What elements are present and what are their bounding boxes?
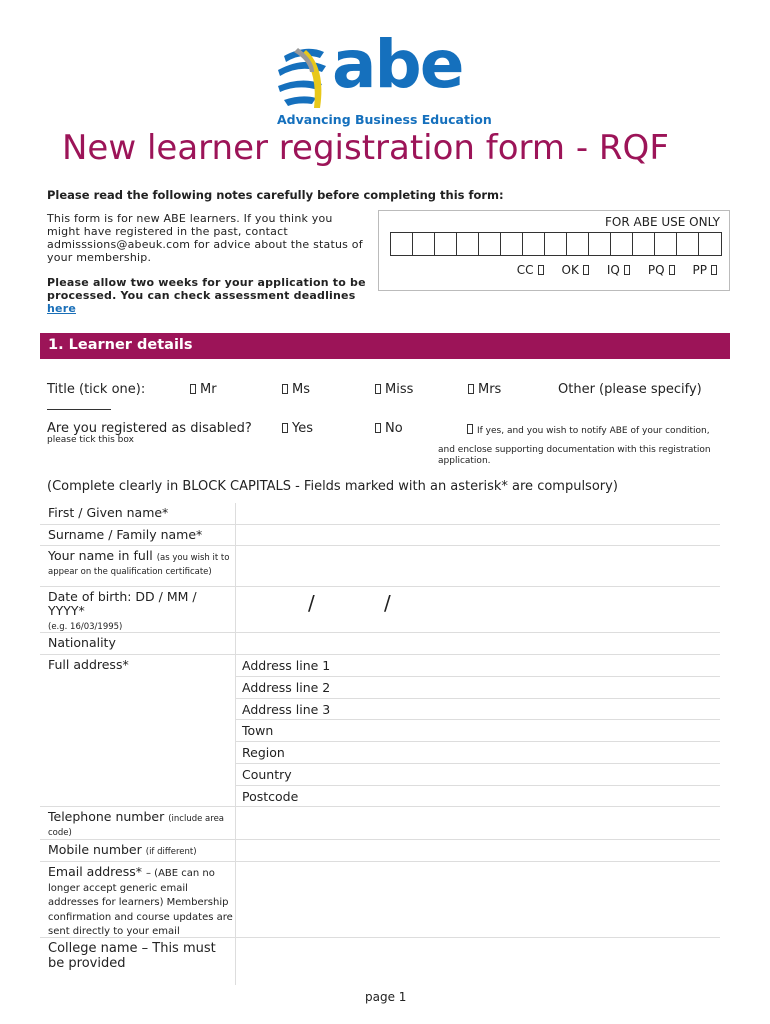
row-full-name[interactable]: Your name in full (as you wish it to appear on the qualification certificate) — [40, 546, 720, 587]
row-email[interactable]: Email address* – (ABE can no longer accept generic email addresses for learners) Membership confirmation and course updates are sent directly to your email — [40, 862, 720, 938]
disabled-notify-checkbox[interactable]: If yes, and you wish to notify ABE of your condition, — [463, 424, 710, 436]
address-postcode[interactable]: Postcode — [242, 789, 299, 804]
row-telephone[interactable]: Telephone number (include area code) — [40, 807, 720, 840]
notes-deadline: Please allow two weeks for your application to be processed. You can check assessment deadlines here — [47, 276, 366, 315]
page-number: page 1 — [365, 990, 407, 1004]
row-address: Full address* — [40, 655, 720, 807]
abe-use-only-box: FOR ABE USE ONLY CC OK IQ PQ PP — [378, 210, 730, 291]
row-nationality[interactable]: Nationality — [40, 633, 720, 655]
title-other-field[interactable] — [47, 409, 111, 410]
disabled-no[interactable]: No — [371, 421, 403, 436]
disabled-yes[interactable]: Yes — [278, 421, 313, 436]
row-first-name[interactable]: First / Given name* — [40, 503, 720, 525]
row-mobile[interactable]: Mobile number (if different) — [40, 840, 720, 862]
title-label: Title (tick one): — [47, 382, 146, 397]
instructions: (Complete clearly in BLOCK CAPITALS - Fields marked with an asterisk* are compulsory) — [47, 479, 618, 494]
check-cc[interactable]: CC — [517, 263, 548, 277]
deadlines-link[interactable]: here — [47, 302, 76, 315]
row-surname[interactable]: Surname / Family name* — [40, 525, 720, 546]
address-town[interactable]: Town — [235, 720, 720, 742]
address-region[interactable]: Region — [235, 742, 720, 764]
abe-logo: abe Advancing Business Education — [277, 26, 492, 127]
disabled-label: Are you registered as disabled? — [47, 421, 252, 436]
title-mr[interactable]: Mr — [186, 382, 217, 397]
notes-paragraph: This form is for new ABE learners. If you think you might have registered in the past, contact admisssions@abeuk.com for advice about the status of your membership. — [47, 212, 363, 264]
globe-ribbon-icon — [276, 42, 336, 114]
row-college[interactable]: College name – This must be provided — [48, 941, 216, 971]
address-country[interactable]: Country — [235, 764, 720, 786]
title-miss[interactable]: Miss — [371, 382, 413, 397]
title-mrs[interactable]: Mrs — [464, 382, 501, 397]
row-date-of-birth[interactable]: Date of birth: DD / MM / YYYY* (e.g. 16/03/1995) / / — [40, 587, 720, 633]
page-title: New learner registration form - RQF — [62, 128, 669, 168]
title-ms[interactable]: Ms — [278, 382, 310, 397]
disabled-sublabel: please tick this box — [47, 435, 134, 445]
disabled-notify-text: and enclose supporting documentation with this registration application. — [438, 445, 711, 466]
check-pq[interactable]: PQ — [648, 263, 679, 277]
address-line-2[interactable]: Address line 2 — [235, 677, 720, 699]
address-line-1[interactable]: Address line 1 — [235, 655, 720, 677]
check-ok[interactable]: OK — [562, 263, 593, 277]
address-line-3[interactable]: Address line 3 — [235, 699, 720, 720]
reference-cells — [390, 232, 722, 256]
section-header-learner-details: 1. Learner details — [40, 333, 730, 359]
check-pp[interactable]: PP — [693, 263, 721, 277]
notes-heading: Please read the following notes carefully before completing this form: — [47, 188, 504, 202]
check-iq[interactable]: IQ — [607, 263, 634, 277]
title-other-label: Other (please specify) — [558, 382, 702, 397]
